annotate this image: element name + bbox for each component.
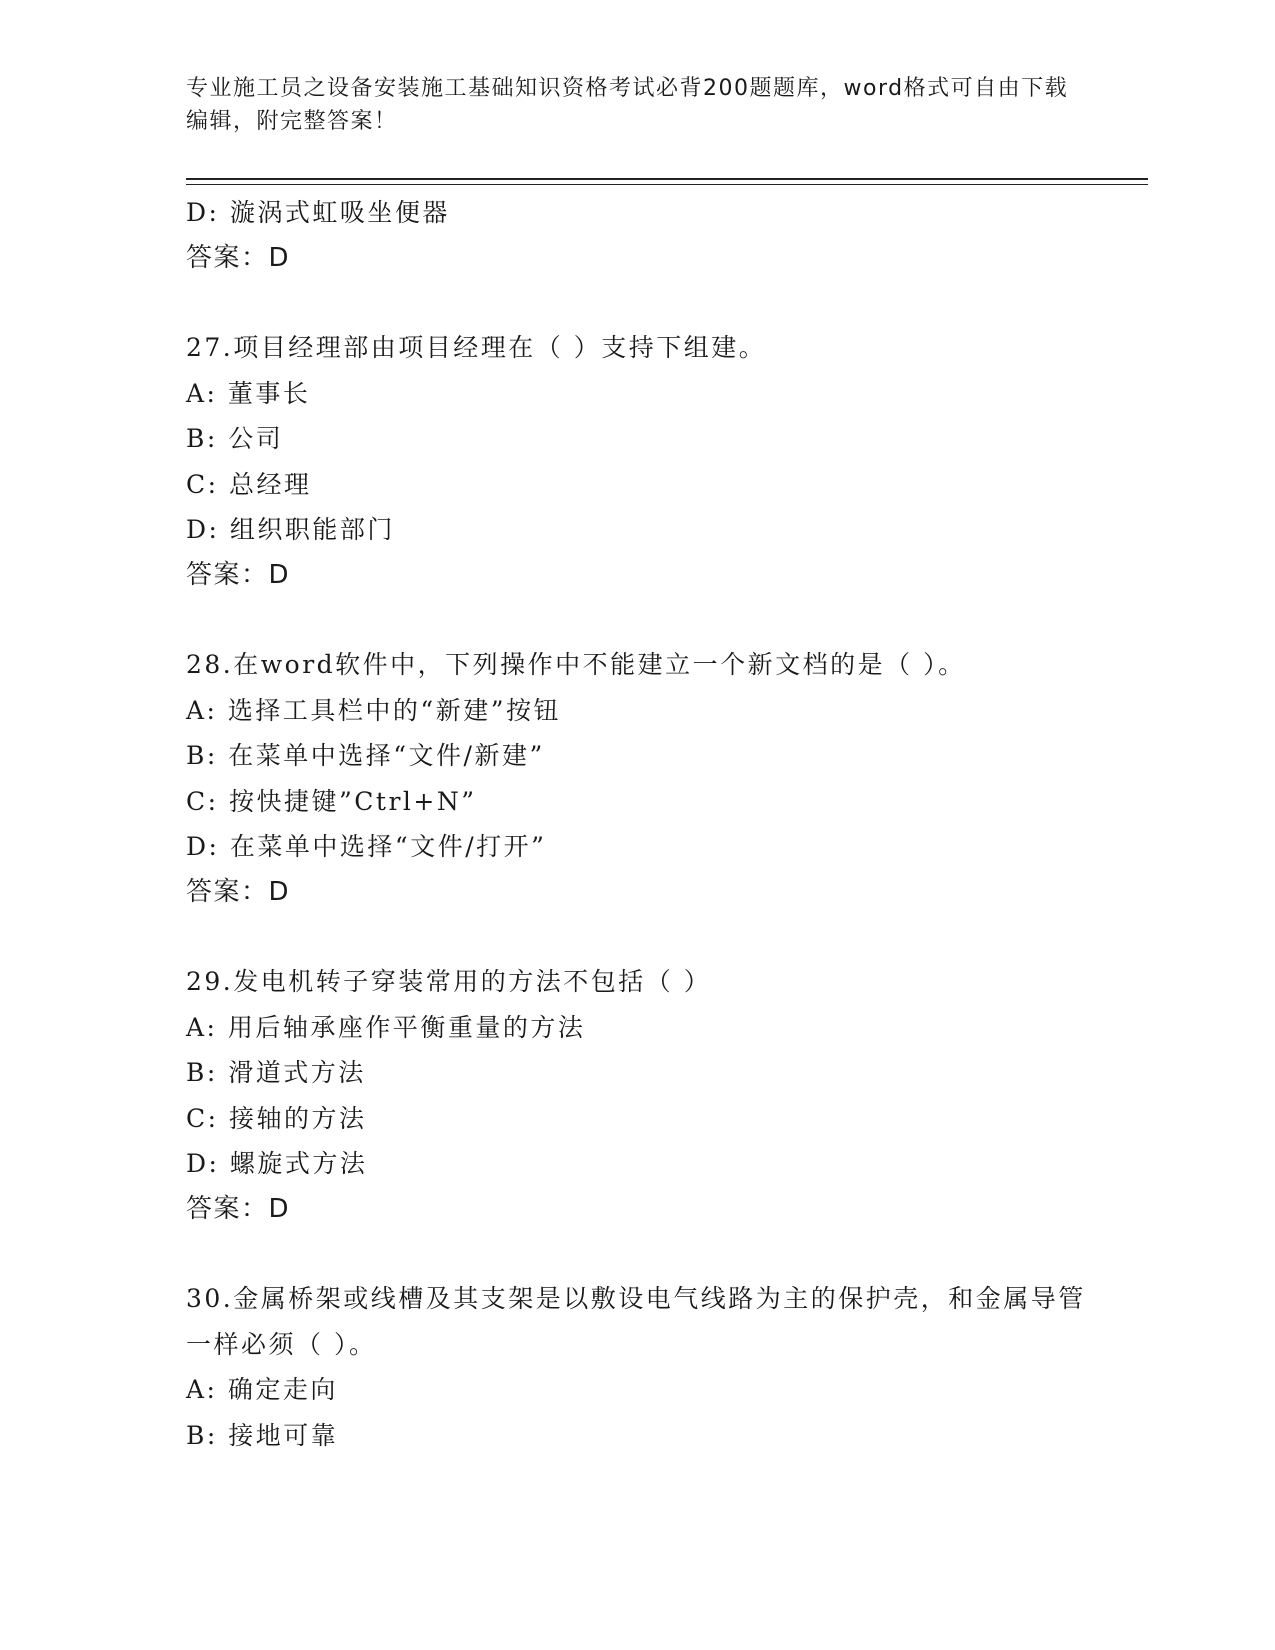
spacer bbox=[186, 915, 1086, 959]
answer: 答案：D bbox=[186, 1193, 291, 1224]
question-stem: 27.项目经理部由项目经理在（ ）支持下组建。 bbox=[186, 333, 767, 362]
question-27 bbox=[186, 325, 1086, 598]
option-c: C: 接轴的方法 bbox=[186, 1103, 367, 1133]
option-a: A: 确定走向 bbox=[186, 1375, 338, 1404]
option-b: B: 滑道式方法 bbox=[186, 1058, 366, 1087]
option-a: A: 董事长 bbox=[186, 378, 311, 408]
question-stem: 28.在word软件中，下列操作中不能建立一个新文档的是（ ）。 bbox=[186, 650, 966, 679]
option-a: A: 用后轴承座作平衡重量的方法 bbox=[186, 1012, 586, 1042]
option-c: C: 总经理 bbox=[186, 469, 312, 499]
answer: 答案：D bbox=[186, 876, 291, 907]
spacer bbox=[186, 598, 1086, 642]
page-header: 专业施工员之设备安装施工基础知识资格考试必背200题题库，word格式可自由下载编辑，附完整答案！ bbox=[186, 76, 1069, 134]
option-d: D: 螺旋式方法 bbox=[186, 1149, 368, 1178]
option-b: B: 公司 bbox=[186, 424, 284, 453]
prev-option-d: D: 漩涡式虹吸坐便器 bbox=[186, 198, 450, 227]
question-stem: 29.发电机转子穿装常用的方法不包括（ ） bbox=[186, 967, 712, 996]
spacer bbox=[186, 1232, 1086, 1276]
option-c: C: 按快捷键”Ctrl+N” bbox=[186, 786, 477, 816]
answer: 答案：D bbox=[186, 559, 291, 590]
prev-answer: 答案：D bbox=[186, 242, 291, 273]
question-stem: 30.金属桥架或线槽及其支架是以敷设电气线路为主的保护壳，和金属导管一样必须（ ）。 bbox=[186, 1284, 1086, 1359]
question-28 bbox=[186, 642, 1086, 915]
option-b: B: 接地可靠 bbox=[186, 1420, 339, 1450]
question-29 bbox=[186, 959, 1086, 1232]
option-d: D: 组织职能部门 bbox=[186, 515, 395, 544]
header-rule-thin bbox=[186, 184, 1148, 185]
spacer bbox=[186, 281, 1086, 325]
option-a: A: 选择工具栏中的“新建”按钮 bbox=[186, 695, 561, 725]
question-list bbox=[186, 190, 1086, 1458]
header-rule-thick bbox=[186, 178, 1148, 180]
option-b: B: 在菜单中选择“文件/新建” bbox=[186, 741, 545, 770]
option-d: D: 在菜单中选择“文件/打开” bbox=[186, 832, 547, 861]
question-30 bbox=[186, 1276, 1086, 1458]
